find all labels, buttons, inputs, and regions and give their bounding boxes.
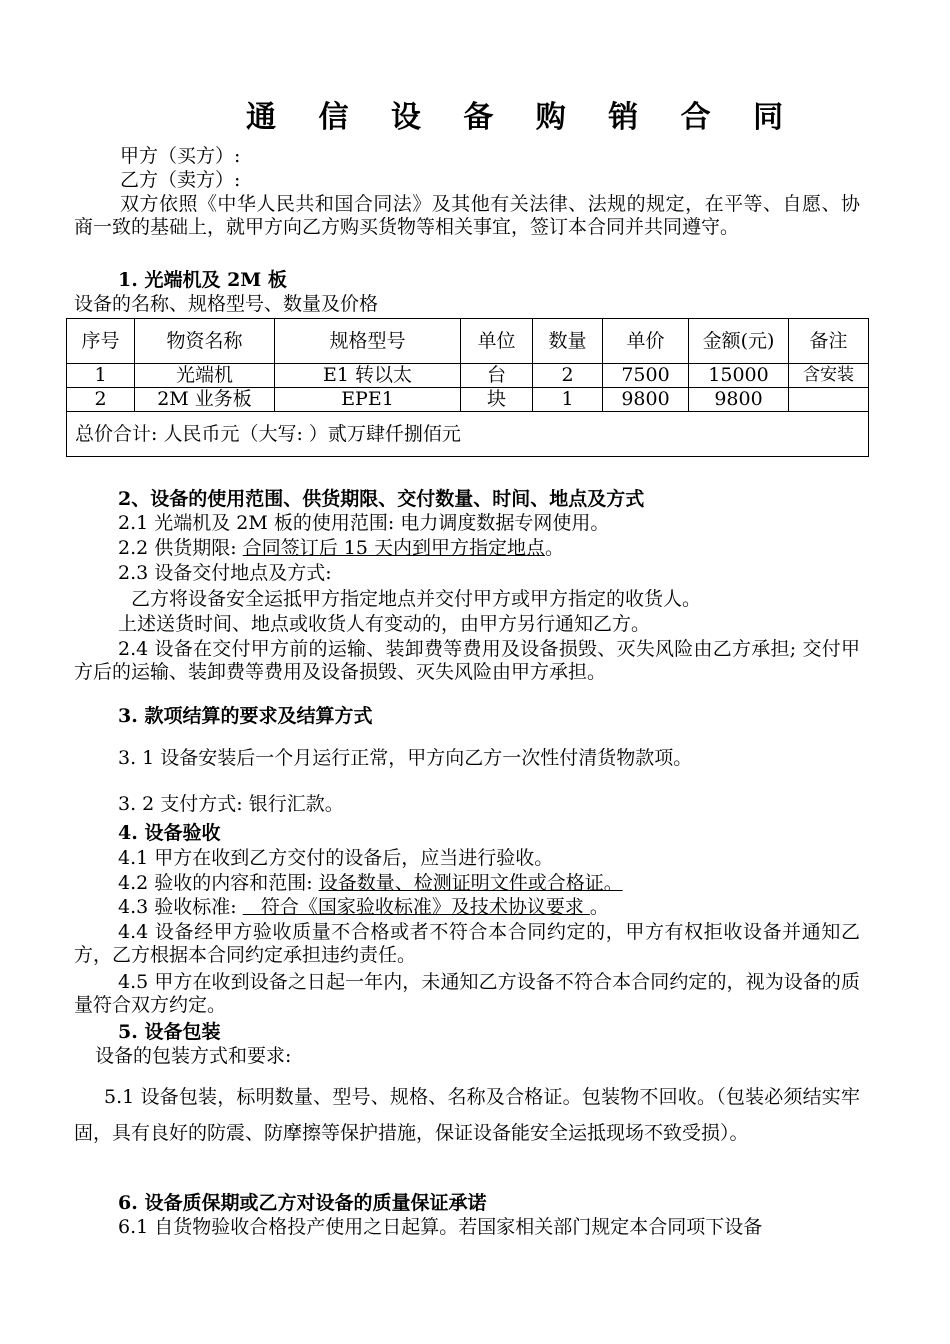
table-cell: 9800 <box>603 388 689 412</box>
section-3-line-1: 3. 1 设备安装后一个月运行正常，甲方向乙方一次性付清货物款项。 <box>118 747 693 769</box>
section-4-line-2 <box>118 872 623 895</box>
intro-paragraph: 双方依照《中华人民共和国合同法》及其他有关法律、法规的规定，在平等、自愿、协商一致的基础上，就甲方向乙方购买货物等相关事宜，签订本合同并共同遵守。 <box>74 193 860 238</box>
section-2-line-6: 2.4 设备在交付甲方前的运输、装卸费等费用及设备损毁、灭失风险由乙方承担; 交付甲方后的运输、装卸费等费用及设备损毁、灭失风险由甲方承担。 <box>74 638 860 683</box>
table-cell: E1 转以太 <box>275 364 461 388</box>
party-a-label: 甲方（买方）: <box>120 145 241 167</box>
table-cell: 2M 业务板 <box>135 388 275 412</box>
section-1-heading: 1. 光端机及 2M 板 <box>118 269 287 291</box>
section-4-line-3 <box>118 896 609 919</box>
supply-period-value: 合同签订后 15 天内到甲方指定地点 <box>242 537 545 559</box>
header-cell: 单位 <box>461 319 533 364</box>
header-cell: 备注 <box>789 319 869 364</box>
header-cell: 数量 <box>533 319 603 364</box>
table-cell: 2 <box>67 388 135 412</box>
section-3-line-2: 3. 2 支付方式: 银行汇款。 <box>118 793 344 815</box>
header-cell: 序号 <box>67 319 135 364</box>
section-5-line-2: 5.1 设备包装，标明数量、型号、规格、名称及合格证。包装物不回收。（包装必须结实牢固，具有良好的防震、防摩擦等保护措施，保证设备能安全运抵现场不致受损）。 <box>74 1086 860 1144</box>
header-cell: 金额(元) <box>689 319 789 364</box>
table-cell: 15000 <box>689 364 789 388</box>
section-2-line-5: 上述送货时间、地点或收货人有变动的，由甲方另行通知乙方。 <box>118 613 651 635</box>
table-cell: 9800 <box>689 388 789 412</box>
section-4-line-1: 4.1 甲方在收到乙方交付的设备后，应当进行验收。 <box>118 847 554 869</box>
section-2-line-2 <box>118 537 564 560</box>
total-cell: 总价合计: 人民币元（大写: ）贰万肆仟捌佰元 <box>67 412 869 457</box>
header-cell: 单价 <box>603 319 689 364</box>
acceptance-scope-label: 4.2 验收的内容和范围: <box>118 872 319 894</box>
table-cell: 含安装 <box>789 364 869 388</box>
section-5-line-1: 设备的包装方式和要求: <box>95 1045 292 1067</box>
table-row <box>67 388 869 412</box>
section-4-line-4: 4.4 设备经甲方验收质量不合格或者不符合本合同约定的，甲方有权拒收设备并通知乙方，乙方根据本合同约定承担违约责任。 <box>74 921 860 966</box>
section-4-heading: 4. 设备验收 <box>118 822 221 844</box>
table-cell: 台 <box>461 364 533 388</box>
equipment-table <box>66 318 869 457</box>
acceptance-standard-label: 4.3 验收标准: <box>118 896 243 918</box>
section-5-heading: 5. 设备包装 <box>118 1021 221 1043</box>
party-b-label: 乙方（卖方）: <box>120 169 241 191</box>
table-row <box>67 364 869 388</box>
table-header-row <box>67 319 869 364</box>
header-cell: 规格型号 <box>275 319 461 364</box>
table-cell: EPE1 <box>275 388 461 412</box>
section-2-line-4: 乙方将设备安全运抵甲方指定地点并交付甲方或甲方指定的收货人。 <box>131 588 702 610</box>
page-title: 通 信 设 备 购 销 合 同 <box>246 100 800 135</box>
acceptance-standard-value: 符合《国家验收标准》及技术协议要求 <box>242 896 590 918</box>
section-2-line-1: 2.1 光端机及 2M 板的使用范围: 电力调度数据专网使用。 <box>118 512 610 534</box>
table-cell: 块 <box>461 388 533 412</box>
table-cell <box>789 388 869 412</box>
table-cell: 光端机 <box>135 364 275 388</box>
acceptance-scope-value: 设备数量、检测证明文件或合格证。 <box>318 872 623 894</box>
section-6-heading: 6. 设备质保期或乙方对设备的质量保证承诺 <box>118 1192 487 1214</box>
table-total-row <box>67 412 869 457</box>
table-cell: 1 <box>533 388 603 412</box>
table-cell: 2 <box>533 364 603 388</box>
section-3-heading: 3. 款项结算的要求及结算方式 <box>118 705 373 727</box>
section-2-heading: 2、设备的使用范围、供货期限、交付数量、时间、地点及方式 <box>118 488 645 510</box>
section-2-line-3: 2.3 设备交付地点及方式: <box>118 562 332 584</box>
table-cell: 1 <box>67 364 135 388</box>
section-6-line-1: 6.1 自货物验收合格投产使用之日起算。若国家相关部门规定本合同项下设备 <box>118 1216 763 1238</box>
section-4-line-5: 4.5 甲方在收到设备之日起一年内，未通知乙方设备不符合本合同约定的，视为设备的质量符合双方约定。 <box>74 971 860 1016</box>
section-1-subheading: 设备的名称、规格型号、数量及价格 <box>74 293 379 315</box>
header-cell: 物资名称 <box>135 319 275 364</box>
table-cell: 7500 <box>603 364 689 388</box>
supply-period-label: 2.2 供货期限: <box>118 537 243 559</box>
supply-period-end: 。 <box>544 537 564 559</box>
acceptance-standard-end: 。 <box>589 896 609 918</box>
